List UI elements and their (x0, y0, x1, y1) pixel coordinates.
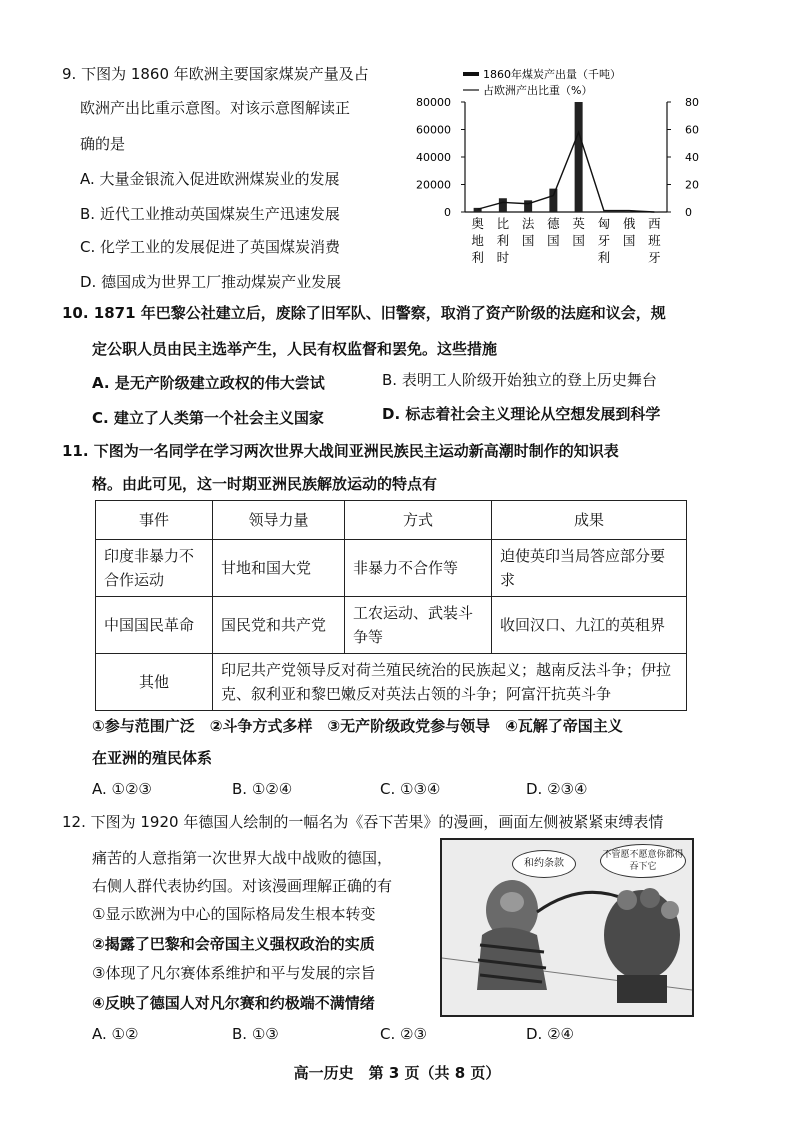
category-label: 利 (597, 250, 611, 265)
category-label: 国 (547, 233, 560, 248)
category-label: 牙 (648, 250, 661, 265)
chart-bar (600, 211, 608, 212)
table-cell-other-label: 其他 (96, 654, 213, 711)
category-label: 牙 (597, 233, 611, 248)
q9-stem-line2: 欧洲产出比重示意图。对该示意图解读正 (80, 99, 351, 117)
q12-option-a: A. ①② (92, 1025, 139, 1043)
header-result: 成果 (492, 501, 687, 540)
q11-knowledge-table (95, 500, 687, 711)
header-method: 方式 (345, 501, 492, 540)
category-label: 国 (622, 233, 636, 248)
q10-option-d: D. 标志着社会主义理论从空想发展到科学 (382, 405, 661, 423)
category-label: 法 (521, 216, 535, 231)
q12-item-2: ②揭露了巴黎和会帝国主义强权政治的实质 (92, 935, 375, 953)
q12-item-3: ③体现了凡尔赛体系维护和平与发展的宗旨 (92, 964, 376, 982)
header-leader: 领导力量 (213, 501, 345, 540)
y-tick-right: 20 (685, 178, 699, 192)
chart-bar (524, 200, 532, 212)
cartoon-swallow-bitter-fruit (440, 838, 694, 1017)
chart-axes (416, 96, 699, 219)
q11-option-b: B. ①②④ (232, 780, 293, 798)
q11-option-a: A. ①②③ (92, 780, 152, 798)
category-label: 西 (648, 216, 661, 231)
chart-bar (625, 212, 633, 213)
q9-stem-line1: 9. 下图为 1860 年欧洲主要国家煤炭产量及占 (62, 65, 369, 83)
category-label: 班 (648, 233, 661, 248)
legend-bar-label: 1860年煤炭产出量（千吨） (483, 68, 621, 81)
q11-items-line2: 在亚洲的殖民体系 (92, 749, 213, 767)
y-tick-left: 0 (444, 206, 451, 219)
coal-chart (405, 60, 705, 300)
q10-option-a: A. 是无产阶级建立政权的伟大尝试 (92, 374, 325, 392)
q12-stem-line2: 痛苦的人意指第一次世界大战中战败的德国， (92, 849, 393, 867)
chart-bar (499, 198, 507, 212)
chart-category-labels (471, 216, 661, 265)
category-label: 比 (496, 216, 510, 231)
q10-option-b: B. 表明工人阶级开始独立的登上历史舞台 (382, 371, 657, 389)
table-cell: 甘地和国大党 (213, 540, 345, 597)
chart-legend (463, 67, 621, 97)
q9-stem-line3: 确的是 (80, 135, 126, 153)
table-cell: 工农运动、武装斗争等 (345, 597, 492, 654)
page-footer: 高一历史 第 3 页（共 8 页） (293, 1064, 501, 1082)
category-label: 匈 (597, 216, 611, 231)
y-tick-left: 80000 (416, 96, 451, 109)
q12-item-1: ①显示欧洲为中心的国际格局发生根本转变 (92, 905, 376, 923)
category-label: 俄 (622, 216, 636, 231)
category-label: 奥 (471, 216, 484, 231)
q11-stem-line2: 格。由此可见，这一时期亚洲民族解放运动的特点有 (92, 475, 438, 493)
category-label: 时 (496, 250, 510, 265)
q11-option-c: C. ①③④ (380, 780, 441, 798)
y-tick-left: 40000 (416, 151, 451, 164)
q9-option-d: D. 德国成为世界工厂推动煤炭产业发展 (80, 273, 342, 291)
q9-option-a: A. 大量金银流入促进欧洲煤炭业的发展 (80, 170, 340, 188)
table-cell: 中国国民革命 (96, 597, 213, 654)
table-cell: 印度非暴力不合作运动 (96, 540, 213, 597)
q9-option-c: C. 化学工业的发展促进了英国煤炭消费 (80, 238, 341, 256)
y-tick-left: 60000 (416, 123, 451, 137)
category-label: 英 (572, 216, 585, 231)
q12-stem-line3: 右侧人群代表协约国。对该漫画理解正确的有 (92, 877, 393, 895)
category-label: 利 (496, 233, 510, 248)
q10-stem-line1: 10. 1871 年巴黎公社建立后，废除了旧军队、旧警察，取消了资产阶级的法庭和议会，规 (62, 304, 666, 322)
table-cell: 非暴力不合作等 (345, 540, 492, 597)
y-tick-right: 0 (685, 206, 692, 219)
y-tick-right: 60 (685, 123, 699, 137)
y-tick-right: 80 (685, 96, 699, 109)
header-event: 事件 (96, 501, 213, 540)
table-header-row (96, 501, 687, 540)
category-label: 德 (547, 216, 560, 231)
q11-stem-line1: 11. 下图为一名同学在学习两次世界大战间亚洲民族民主运动新高潮时制作的知识表 (62, 442, 619, 460)
q12-option-d: D. ②④ (526, 1025, 574, 1043)
q12-option-c: C. ②③ (380, 1025, 427, 1043)
y-tick-right: 40 (685, 151, 699, 164)
table-row (96, 540, 687, 597)
q12-option-b: B. ①③ (232, 1025, 279, 1043)
table-row (96, 654, 687, 711)
table-row (96, 597, 687, 654)
legend-line-label: 占欧洲产出比重（%） (483, 84, 593, 97)
category-label: 国 (572, 233, 585, 248)
q11-option-d: D. ②③④ (526, 780, 588, 798)
q9-option-b: B. 近代工业推动英国煤炭生产迅速发展 (80, 205, 340, 223)
cartoon-bubble-left: 和约条款 (512, 850, 576, 878)
chart-bar (549, 189, 557, 212)
category-label: 地 (471, 233, 484, 248)
y-tick-left: 20000 (416, 178, 451, 192)
chart-bars (474, 102, 659, 213)
cartoon-bubble-right: 不管愿不愿意你都得吞下它 (600, 844, 686, 878)
q12-item-4: ④反映了德国人对凡尔赛和约极端不满情绪 (92, 994, 375, 1012)
q10-stem-line2: 定公职人员由民主选举产生，人民有权监督和罢免。这些措施 (92, 340, 498, 358)
table-cell: 迫使英印当局答应部分要求 (492, 540, 687, 597)
chart-bar (575, 102, 583, 212)
q10-option-c: C. 建立了人类第一个社会主义国家 (92, 409, 324, 427)
category-label: 国 (521, 233, 535, 248)
q12-stem-line1: 12. 下图为 1920 年德国人绘制的一幅名为《吞下苦果》的漫画，画面左侧被紧紧束缚表情 (62, 813, 664, 831)
category-label: 利 (471, 250, 484, 265)
q11-items-line1: ①参与范围广泛 ②斗争方式多样 ③无产阶级政党参与领导 ④瓦解了帝国主义 (92, 717, 623, 735)
table-cell: 收回汉口、九江的英租界 (492, 597, 687, 654)
table-cell-other-text: 印尼共产党领导反对荷兰殖民统治的民族起义；越南反法斗争；伊拉克、叙利亚和黎巴嫩反对英法占领的斗争；阿富汗抗英斗争 (213, 654, 687, 711)
table-cell: 国民党和共产党 (213, 597, 345, 654)
